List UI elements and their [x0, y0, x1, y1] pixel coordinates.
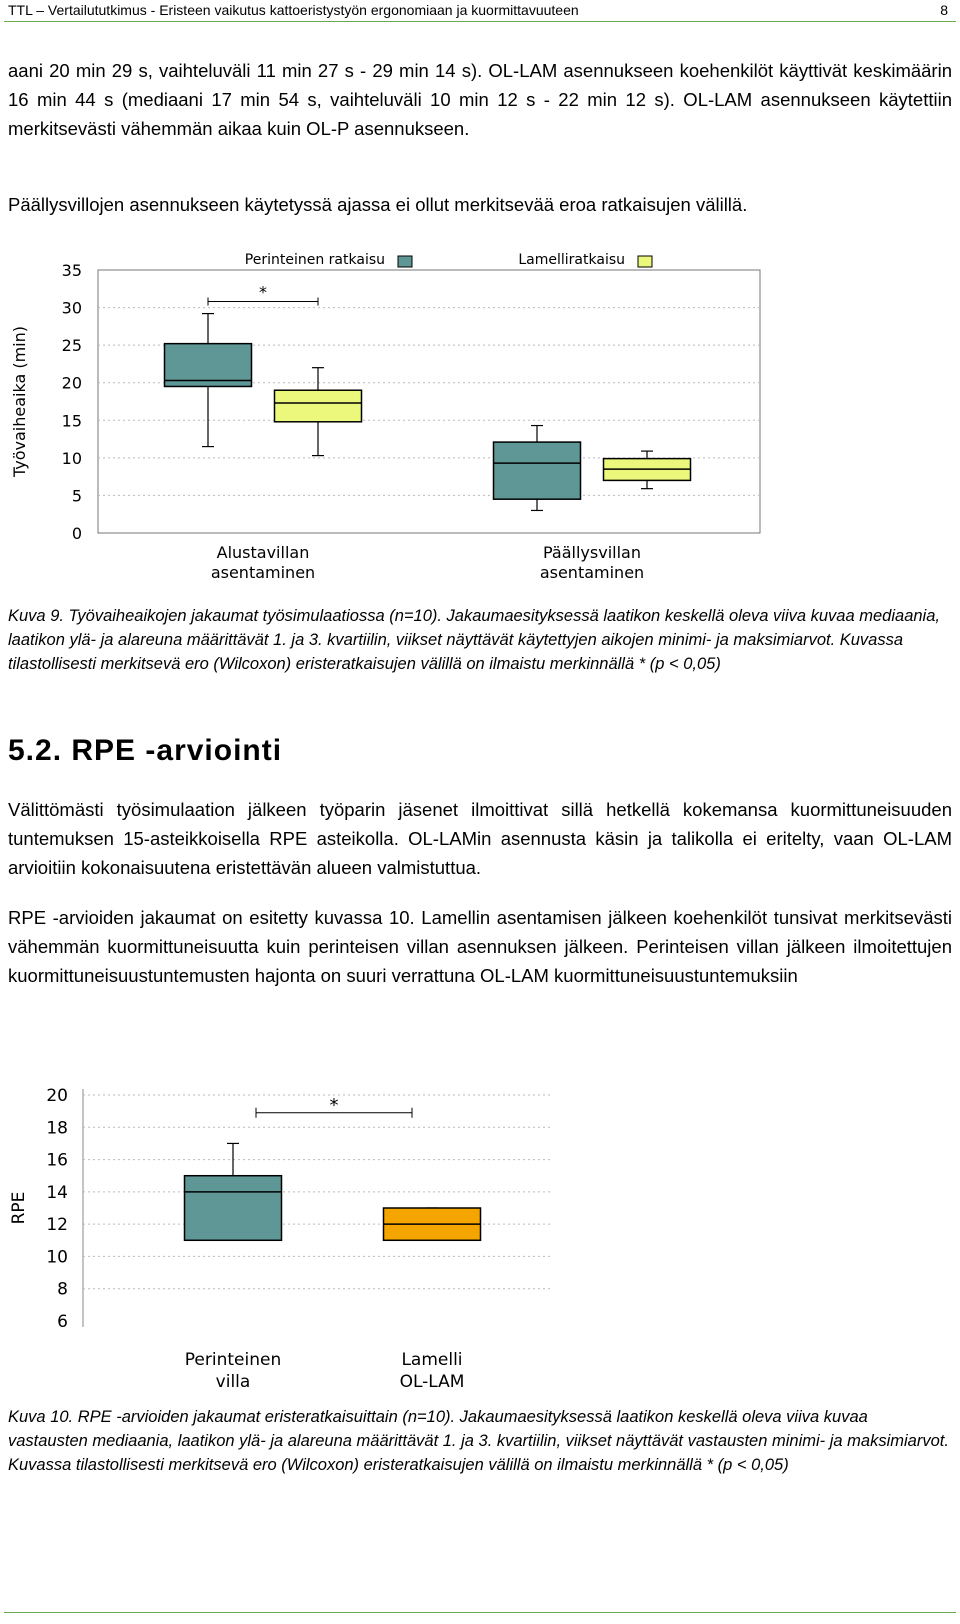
paragraph-4: RPE -arvioiden jakaumat on esitetty kuvassa 10. Lamellin asentamisen jälkeen koehenkilöt tunsivat merkitsevästi vähemmän kuormittuneisuutta kuin perinteisen villan asennuksen jälkeen. Perinteisen villan jälkeen ilmoitettujen kuormittuneisuustuntemusten hajonta on suuri verrattuna OL-LAM kuormittuneisuustuntemuksiin	[8, 907, 952, 986]
legend-swatch	[398, 256, 412, 267]
y-tick-label: 15	[61, 411, 82, 431]
y-axis-label: RPE	[9, 1191, 29, 1225]
figure-10-caption: Kuva 10. RPE -arvioiden jakaumat eristeratkaisuittain (n=10). Jakaumaesityksessä laatikon keskellä oleva viiva kuvaa vastausten mediaania, laatikon ylä- ja alareuna määrittävät 1. ja 3. kvartiilin, viikset näyttävät vastausten minimi- ja maksimiarvot. Kuvassa tilastollisesti merkitsevä ero (Wilcoxon) eristeratkaisujen välillä on ilmaistu merkinnällä * (p < 0,05)	[8, 1408, 949, 1474]
y-tick-label: 10	[46, 1247, 68, 1268]
y-axis-label: Työvaiheaika (min)	[10, 325, 29, 478]
y-tick-label: 18	[46, 1118, 68, 1139]
y-tick-label: 14	[46, 1182, 68, 1203]
x-category-label: OL-LAM	[399, 1372, 465, 1392]
y-tick-label: 20	[61, 373, 82, 393]
x-category-label: Päällysvillan	[543, 543, 641, 562]
box-iqr	[494, 442, 581, 499]
page-header	[4, 0, 956, 22]
footer-rule	[4, 1612, 956, 1613]
x-category-label: Perinteinen	[184, 1350, 282, 1370]
box-rpe-2	[384, 1208, 481, 1240]
x-category-label: Alustavillan	[216, 543, 310, 562]
significance-marker: *	[329, 1094, 339, 1116]
y-tick-label: 5	[71, 486, 82, 506]
legend-label: Perinteinen ratkaisu	[244, 252, 385, 268]
section-heading: 5.2. RPE -arviointi	[8, 734, 283, 767]
plot-area	[98, 270, 760, 533]
x-category-label: villa	[215, 1372, 251, 1392]
y-tick-label: 0	[71, 524, 82, 543]
y-tick-label: 35	[61, 261, 82, 280]
y-tick-label: 10	[61, 448, 82, 468]
chart-rpe-ratings	[0, 1075, 960, 1400]
y-tick-label: 8	[57, 1279, 68, 1300]
figure-9-caption: Kuva 9. Työvaiheaikojen jakaumat työsimulaatiossa (n=10). Jakaumaesityksessä laatikon keskellä oleva viiva kuvaa mediaania, laatikon ylä- ja alareuna määrittävät 1. ja 3. kvartiilin, viikset näyttävät käytettyjen aikojen minimi- ja maksimiarvot. Kuvassa tilastollisesti merkitsevä ero (Wilcoxon) eristeratkaisujen välillä on ilmaistu merkinnällä * (p < 0,05)	[8, 607, 940, 673]
plot-area	[83, 1095, 552, 1321]
box-iqr	[275, 390, 362, 422]
header-rule	[4, 21, 956, 22]
x-category-label: asentaminen	[210, 563, 316, 582]
y-tick-label: 12	[46, 1215, 68, 1236]
y-tick-label: 30	[61, 298, 82, 318]
box-iqr	[185, 1176, 282, 1241]
y-tick-label: 6	[57, 1312, 68, 1332]
x-category-label: asentaminen	[539, 563, 645, 582]
legend-label: Lamelliratkaisu	[518, 252, 625, 268]
paragraph-3: Välittömästi työsimulaation jälkeen työparin jäsenet ilmoittivat sillä hetkellä kokemansa kuormittuneisuuden tuntemuksen 15-asteikkoisella RPE asteikolla. OL-LAMin asennusta käsin ja talikolla ei eritelty, vaan OL-LAM arvioitiin kokonaisuutena eristettävän alueen valmistuttua.	[8, 799, 952, 878]
x-category-label: Lamelli	[401, 1350, 463, 1370]
significance-marker: *	[259, 282, 267, 302]
paragraph-1: aani 20 min 29 s, vaihteluväli 11 min 27 s - 29 min 14 s). OL-LAM asennukseen koehenkilöt käyttivät keskimäärin 16 min 44 s (mediaani 17 min 54 s, vaihteluväli 10 min 12 s - 22 min 12 s). OL-LAM asennukseen käytettiin merkitsevästi vähemmän aikaa kuin OL-P asennukseen.	[8, 60, 952, 139]
legend-swatch	[638, 256, 652, 267]
y-tick-label: 20	[46, 1086, 68, 1106]
y-tick-label: 16	[46, 1150, 68, 1171]
page-number: 8	[940, 2, 948, 18]
header-title: TTL – Vertailututkimus - Eristeen vaikutus kattoeristystyön ergonomiaan ja kuormittavuuteen	[8, 2, 579, 18]
paragraph-2: Päällysvillojen asennukseen käytetyssä ajassa ei ollut merkitsevää eroa ratkaisujen välillä.	[8, 194, 748, 215]
y-tick-label: 25	[61, 336, 82, 356]
chart-work-phase-times	[0, 240, 960, 590]
